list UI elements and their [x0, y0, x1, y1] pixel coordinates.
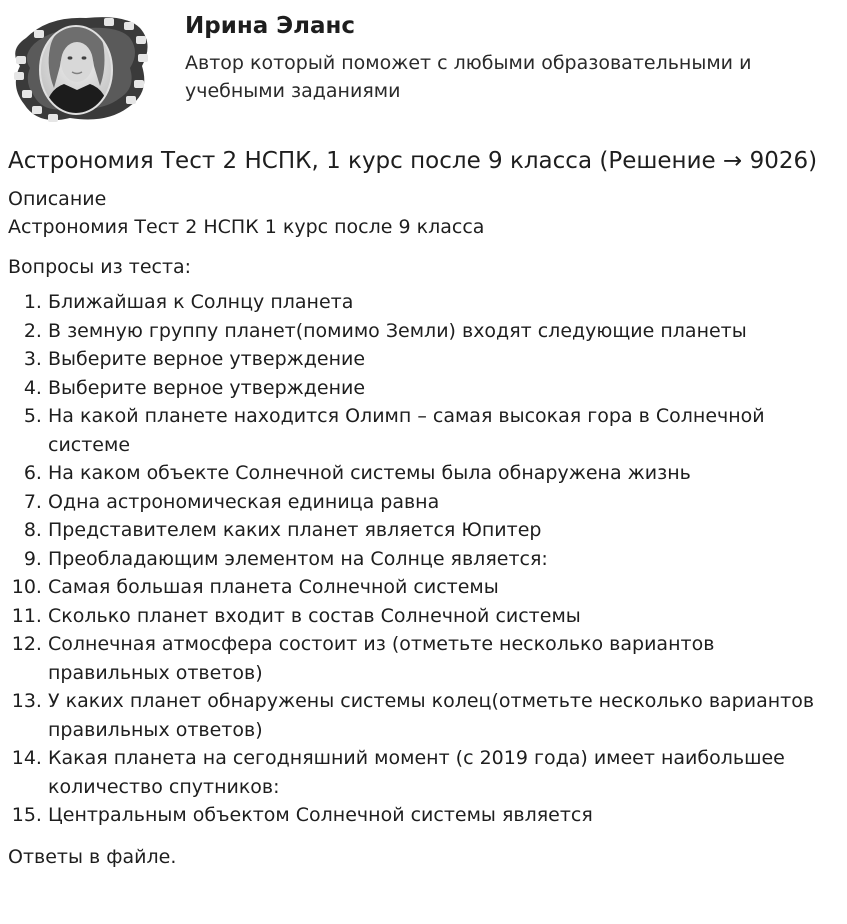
question-item: 3. Выберите верное утверждение: [48, 345, 838, 374]
question-item: 10. Самая большая планета Солнечной системы: [48, 573, 838, 602]
question-item: 15. Центральным объектом Солнечной системы является: [48, 801, 838, 830]
article-content: [8, 146, 838, 871]
answers-note: Ответы в файле.: [8, 845, 177, 868]
question-item: 7. Одна астрономическая единица равна: [48, 488, 838, 517]
question-item: 9. Преобладающим элементом на Солнце является:: [48, 545, 838, 574]
question-item: 2. В земную группу планет(помимо Земли) входят следующие планеты: [48, 317, 838, 346]
author-info: [185, 11, 835, 105]
question-item: 1. Ближайшая к Солнцу планета: [48, 288, 838, 317]
question-item: 12. Солнечная атмосфера состоит из (отметьте несколько вариантов правильных ответов): [48, 630, 838, 687]
question-item: 11. Сколько планет входит в состав Солнечной системы: [48, 602, 838, 631]
author-avatar[interactable]: [8, 8, 153, 126]
question-item: 14. Какая планета на сегодняшний момент (с 2019 года) имеет наибольшее количество спутников:: [48, 744, 838, 801]
question-item: 4. Выберите верное утверждение: [48, 374, 838, 403]
question-item: 6. На каком объекте Солнечной системы была обнаружена жизнь: [48, 459, 838, 488]
questions-label: Вопросы из теста:: [8, 256, 192, 278]
questions-list: [8, 288, 838, 830]
description-label: Описание: [8, 188, 107, 210]
author-card: [8, 8, 838, 128]
description-text: Астрономия Тест 2 НСПК 1 курс после 9 класса: [8, 216, 485, 238]
question-item: 5. На какой планете находится Олимп – самая высокая гора в Солнечной системе: [48, 402, 838, 459]
question-item: 13. У каких планет обнаружены системы колец(отметьте несколько вариантов правильных ответов): [48, 687, 838, 744]
page-title: Астрономия Тест 2 НСПК, 1 курс после 9 класса (Решение → 9026): [8, 148, 818, 174]
question-item: 8. Представителем каких планет является Юпитер: [48, 516, 838, 545]
author-description: Автор который поможет с любыми образовательными и учебными заданиями: [185, 52, 752, 102]
author-name[interactable]: Ирина Эланс: [185, 13, 356, 39]
